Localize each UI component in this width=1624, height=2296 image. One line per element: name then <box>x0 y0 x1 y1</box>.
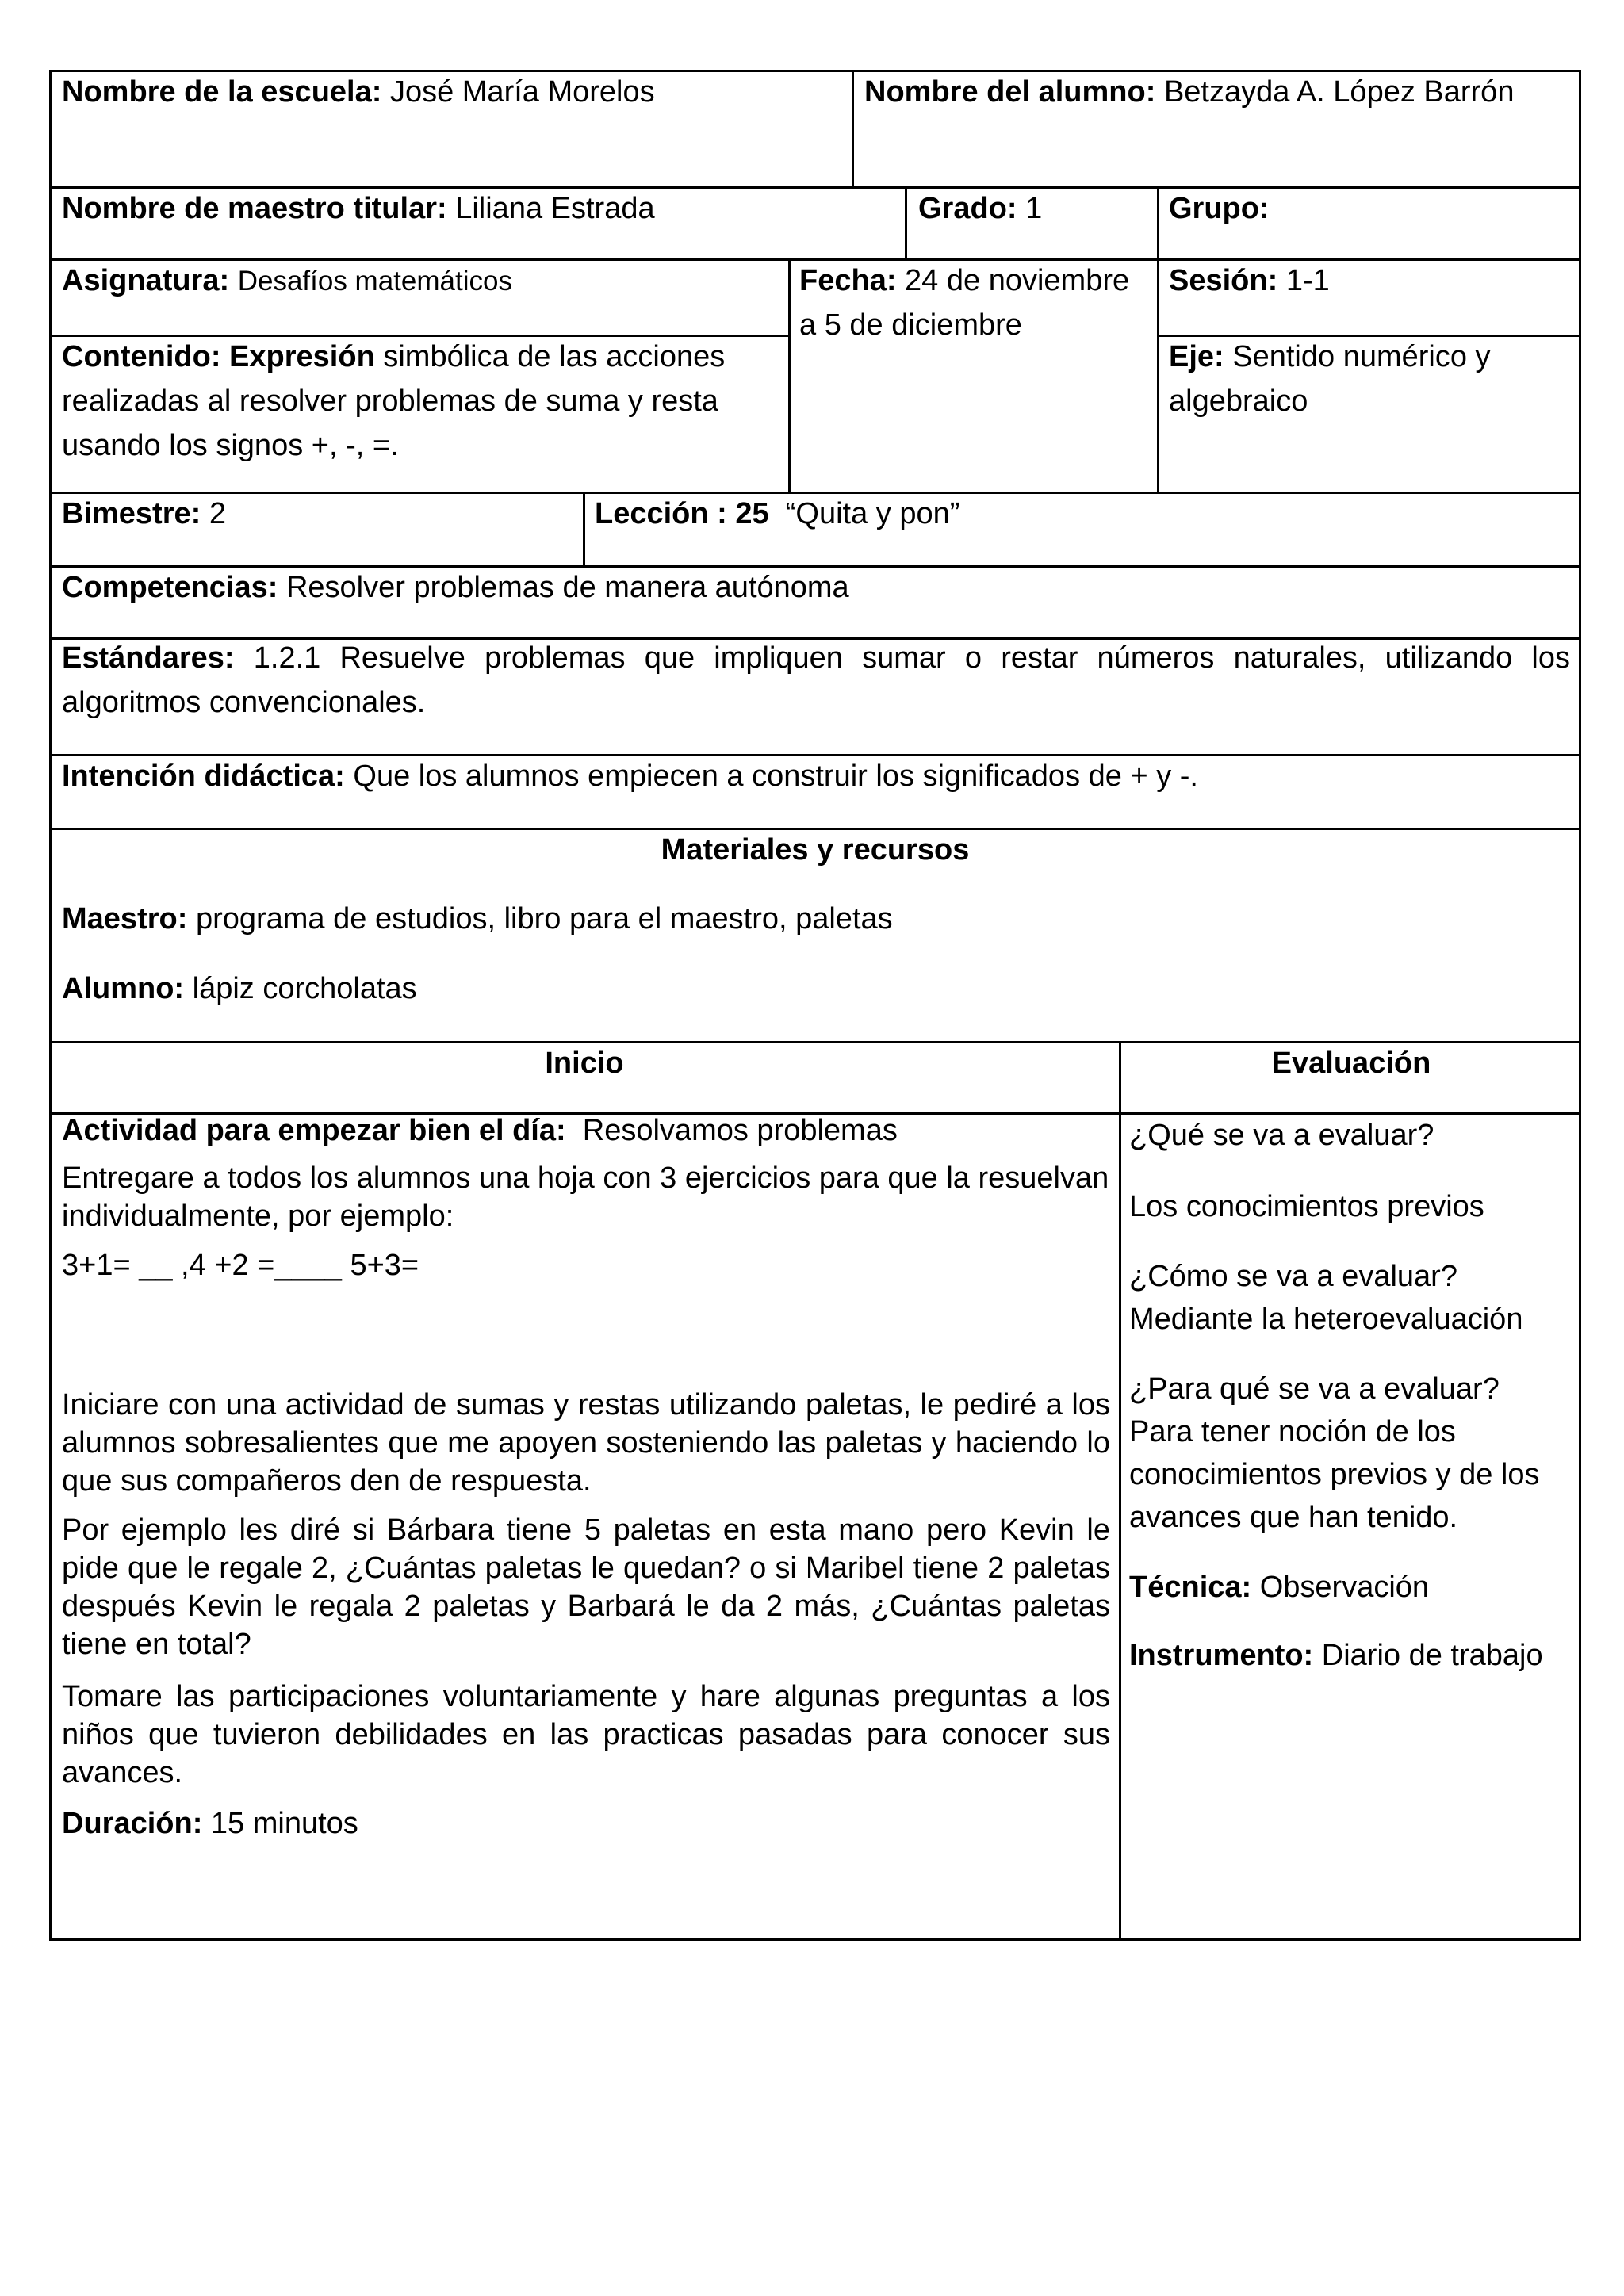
student-name: Betzayda A. López Barrón <box>1163 75 1515 109</box>
teacher-cell <box>62 186 898 231</box>
paragraph-intro: Entregare a todos los alumnos una hoja con 3 ejercicios para que la resuelvan individualmente, por ejemplo: <box>62 1161 1109 1233</box>
evaluacion-header: Evaluación <box>1271 1047 1431 1080</box>
intention-label: Intención didáctica: <box>62 760 345 793</box>
lesson-title: “Quita y pon” <box>785 497 960 530</box>
axis-value: Sentido numérico y algebraico <box>1169 340 1491 418</box>
standards-cell <box>62 636 1570 725</box>
bimester-label: Bimestre: <box>62 497 201 530</box>
inicio-body <box>62 1112 1110 1843</box>
evaluacion-body <box>1129 1114 1573 1677</box>
materials-title: Materiales y recursos <box>661 833 970 867</box>
eval-answer-how: Mediante la heteroevaluación <box>1129 1303 1523 1336</box>
eval-question-why: ¿Para qué se va a evaluar? <box>1129 1372 1500 1406</box>
competencies-cell <box>62 565 1568 610</box>
materials-student <box>62 966 1568 1011</box>
paragraph-activity: Iniciare con una actividad de sumas y restas utilizando paletas, le pediré a los alumnos sobresalientes que me apoyen sosteniendo las paletas y haciendo lo que sus compañeros den de respuesta. <box>62 1388 1110 1498</box>
intention-value: Que los alumnos empiecen a construir los significados de + y -. <box>353 760 1198 793</box>
eval-answer-why: Para tener noción de los conocimientos previos y de los avances que han tenido. <box>1129 1415 1540 1534</box>
group-cell <box>1169 186 1573 231</box>
grade-label: Grado: <box>918 192 1017 225</box>
session-cell <box>1169 258 1573 303</box>
exercise-examples: 3+1= __ ,4 +2 =____ 5+3= <box>62 1249 419 1282</box>
duration-value: 15 minutos <box>210 1807 358 1840</box>
subject-value: Desafíos matemáticos <box>237 266 512 297</box>
materials-teacher <box>62 897 1568 941</box>
eval-question-how: ¿Cómo se va a evaluar? <box>1129 1260 1457 1293</box>
activity-label: Actividad para empezar bien el día: <box>62 1114 566 1147</box>
bimester-value: 2 <box>209 497 226 530</box>
session-label: Sesión: <box>1169 264 1278 297</box>
activity-title: Resolvamos problemas <box>582 1114 898 1147</box>
bimester-cell <box>62 492 577 536</box>
content-value: simbólica de las acciones realizadas al resolver problemas de suma y resta usando los signos +, -, =. <box>62 340 726 462</box>
session-value: 1-1 <box>1285 264 1330 297</box>
materials-student-label: Alumno: <box>62 972 185 1005</box>
column-divider <box>788 258 791 492</box>
axis-cell <box>1169 335 1565 423</box>
lesson-cell <box>595 492 1570 536</box>
materials-student-value: lápiz corcholatas <box>192 972 417 1005</box>
column-divider <box>583 492 585 566</box>
materials-teacher-label: Maestro: <box>62 902 188 936</box>
student-label: Nombre del alumno: <box>864 75 1156 109</box>
teacher-label: Nombre de maestro titular: <box>62 192 447 225</box>
school-cell <box>62 70 847 114</box>
date-label: Fecha: <box>799 264 897 297</box>
column-divider <box>852 70 854 187</box>
subject-cell <box>62 258 779 304</box>
subject-label: Asignatura: <box>62 264 230 297</box>
eval-answer-what: Los conocimientos previos <box>1129 1190 1484 1223</box>
duration-line <box>62 1804 1110 1843</box>
eval-question-what: ¿Qué se va a evaluar? <box>1129 1119 1434 1152</box>
materials-teacher-value: programa de estudios, libro para el maestro, paletas <box>195 902 893 936</box>
group-label: Grupo: <box>1169 192 1270 225</box>
teacher-name: Liliana Estrada <box>455 192 655 225</box>
inicio-header: Inicio <box>545 1047 624 1080</box>
school-label: Nombre de la escuela: <box>62 75 382 109</box>
duration-label: Duración: <box>62 1807 203 1840</box>
school-name: José María Morelos <box>389 75 655 109</box>
student-cell <box>864 70 1570 114</box>
column-divider <box>1157 186 1159 492</box>
instrument-label: Instrumento: <box>1129 1639 1314 1672</box>
axis-label: Eje: <box>1169 340 1224 373</box>
intention-cell <box>62 754 1568 798</box>
standards-label: Estándares: <box>62 641 235 675</box>
content-label: Contenido: Expresión <box>62 340 375 373</box>
grade-cell <box>918 186 1148 231</box>
column-divider <box>905 186 907 259</box>
content-cell <box>62 335 726 468</box>
date-cell <box>799 258 1140 347</box>
instrument-value: Diario de trabajo <box>1321 1639 1543 1672</box>
technique-value: Observación <box>1259 1571 1430 1604</box>
technique-label: Técnica: <box>1129 1571 1252 1604</box>
instrument-line <box>1129 1634 1573 1677</box>
competencies-value: Resolver problemas de manera autónoma <box>285 571 849 604</box>
column-divider <box>1119 1041 1121 1941</box>
date-value: 24 de noviembre a 5 de diciembre <box>799 264 1130 342</box>
competencies-label: Competencias: <box>62 571 278 604</box>
activity-line <box>62 1112 1110 1150</box>
standards-value: 1.2.1 Resuelve problemas que impliquen sumar o restar números naturales, utilizando los algoritmos convencionales. <box>62 641 1570 719</box>
grade-value: 1 <box>1025 192 1043 225</box>
paragraph-participation: Tomare las participaciones voluntariamente y hare algunas preguntas a los niños que tuvieron debilidades en las practicas pasadas para conocer sus avances. <box>62 1680 1110 1789</box>
technique-line <box>1129 1566 1573 1609</box>
lesson-label: Lección : 25 <box>595 497 769 530</box>
paragraph-example: Por ejemplo les diré si Bárbara tiene 5 paletas en esta mano pero Kevin le pide que le regale 2, ¿Cuántas paletas le quedan? o si Maribel tiene 2 paletas después Kevin le regala 2 paletas y Barbará le da 2 más, ¿Cuántas paletas tiene en total? <box>62 1513 1110 1661</box>
